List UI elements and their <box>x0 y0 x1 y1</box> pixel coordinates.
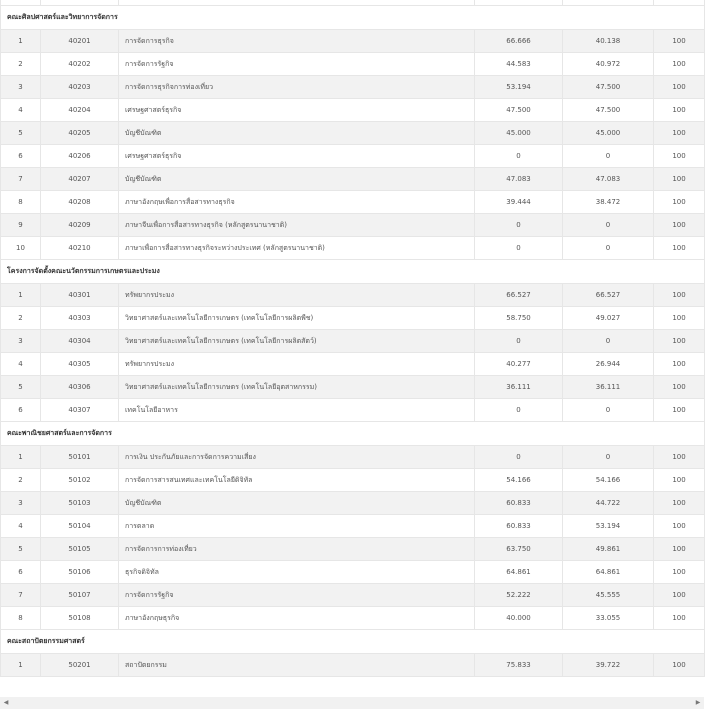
row-number: 8 <box>1 191 41 214</box>
score-b: 0 <box>563 446 654 469</box>
program-name: ภาษาอังกฤษเพื่อการสื่อสารทางธุรกิจ <box>119 191 475 214</box>
score-b: 64.861 <box>563 561 654 584</box>
score-c: 100 <box>654 191 705 214</box>
program-name: ธุรกิจดิจิทัล <box>119 561 475 584</box>
table-row <box>1 168 705 191</box>
score-c: 100 <box>654 145 705 168</box>
table-row <box>1 399 705 422</box>
score-c: 100 <box>654 53 705 76</box>
table-row <box>1 145 705 168</box>
table-row <box>1 307 705 330</box>
program-name: วิทยาศาสตร์และเทคโนโลยีการเกษตร (เทคโนโลยีอุตสาหกรรม) <box>119 376 475 399</box>
score-a: 39.444 <box>475 191 563 214</box>
score-c: 100 <box>654 353 705 376</box>
score-b: 36.111 <box>563 376 654 399</box>
score-c: 100 <box>654 399 705 422</box>
table-row <box>1 122 705 145</box>
row-number: 3 <box>1 492 41 515</box>
row-number: 1 <box>1 654 41 677</box>
score-a: 52.222 <box>475 584 563 607</box>
table-row <box>1 353 705 376</box>
score-b: 26.944 <box>563 353 654 376</box>
row-number: 6 <box>1 561 41 584</box>
score-b: 47.500 <box>563 76 654 99</box>
program-code: 50104 <box>41 515 119 538</box>
score-c: 100 <box>654 584 705 607</box>
table-row <box>1 446 705 469</box>
program-code: 50103 <box>41 492 119 515</box>
score-c: 100 <box>654 30 705 53</box>
faculty-group-row <box>1 260 705 284</box>
score-a: 53.194 <box>475 76 563 99</box>
score-a: 60.833 <box>475 492 563 515</box>
score-b: 66.527 <box>563 284 654 307</box>
score-b: 40.972 <box>563 53 654 76</box>
score-c: 100 <box>654 76 705 99</box>
program-code: 40210 <box>41 237 119 260</box>
score-a: 0 <box>475 446 563 469</box>
score-b: 0 <box>563 145 654 168</box>
row-number: 2 <box>1 307 41 330</box>
table-row <box>1 469 705 492</box>
program-code: 40206 <box>41 145 119 168</box>
row-number: 2 <box>1 469 41 492</box>
score-b: 44.722 <box>563 492 654 515</box>
score-b: 45.000 <box>563 122 654 145</box>
score-a: 44.583 <box>475 53 563 76</box>
program-code: 40304 <box>41 330 119 353</box>
row-number: 3 <box>1 330 41 353</box>
horizontal-scrollbar[interactable] <box>0 697 704 709</box>
score-a: 54.166 <box>475 469 563 492</box>
score-b: 0 <box>563 214 654 237</box>
table-row <box>1 30 705 53</box>
table-row <box>1 76 705 99</box>
program-code: 50106 <box>41 561 119 584</box>
program-name: การจัดการการท่องเที่ยว <box>119 538 475 561</box>
score-c: 100 <box>654 168 705 191</box>
score-c: 100 <box>654 469 705 492</box>
score-a: 64.861 <box>475 561 563 584</box>
score-c: 100 <box>654 284 705 307</box>
score-a: 0 <box>475 330 563 353</box>
program-name: เศรษฐศาสตร์ธุรกิจ <box>119 99 475 122</box>
program-name: บัญชีบัณฑิต <box>119 122 475 145</box>
row-number: 7 <box>1 168 41 191</box>
score-a: 75.833 <box>475 654 563 677</box>
row-number: 4 <box>1 353 41 376</box>
program-name: ทรัพยากรประมง <box>119 284 475 307</box>
table-row <box>1 607 705 630</box>
program-name: การตลาด <box>119 515 475 538</box>
faculty-title: คณะสถาปัตยกรรมศาสตร์ <box>1 630 705 654</box>
program-code: 50107 <box>41 584 119 607</box>
table-row <box>1 584 705 607</box>
program-code: 40202 <box>41 53 119 76</box>
score-b: 49.027 <box>563 307 654 330</box>
program-code: 40201 <box>41 30 119 53</box>
table-row <box>1 214 705 237</box>
faculty-group-row <box>1 422 705 446</box>
table-row <box>1 376 705 399</box>
program-name: การจัดการรัฐกิจ <box>119 53 475 76</box>
program-code: 40204 <box>41 99 119 122</box>
program-code: 50105 <box>41 538 119 561</box>
table-row <box>1 515 705 538</box>
score-a: 0 <box>475 399 563 422</box>
row-number: 4 <box>1 99 41 122</box>
program-code: 50201 <box>41 654 119 677</box>
program-code: 40301 <box>41 284 119 307</box>
row-number: 4 <box>1 515 41 538</box>
program-name: การจัดการธุรกิจ <box>119 30 475 53</box>
score-a: 66.527 <box>475 284 563 307</box>
table-row <box>1 99 705 122</box>
row-number: 5 <box>1 538 41 561</box>
program-code: 40205 <box>41 122 119 145</box>
program-name: วิทยาศาสตร์และเทคโนโลยีการเกษตร (เทคโนโลยีการผลิตสัตว์) <box>119 330 475 353</box>
score-c: 100 <box>654 307 705 330</box>
program-code: 40207 <box>41 168 119 191</box>
table-row <box>1 654 705 677</box>
score-b: 0 <box>563 330 654 353</box>
score-a: 66.666 <box>475 30 563 53</box>
row-number: 5 <box>1 122 41 145</box>
table-row <box>1 538 705 561</box>
score-c: 100 <box>654 561 705 584</box>
table-row <box>1 53 705 76</box>
row-number: 1 <box>1 284 41 307</box>
program-name: ภาษาจีนเพื่อการสื่อสารทางธุรกิจ (หลักสูตรนานาชาติ) <box>119 214 475 237</box>
score-b: 54.166 <box>563 469 654 492</box>
program-code: 40203 <box>41 76 119 99</box>
score-b: 0 <box>563 237 654 260</box>
faculty-title: โครงการจัดตั้งคณะนวัตกรรมการเกษตรและประมง <box>1 260 705 284</box>
score-c: 100 <box>654 214 705 237</box>
program-name: การจัดการรัฐกิจ <box>119 584 475 607</box>
score-a: 58.750 <box>475 307 563 330</box>
score-c: 100 <box>654 492 705 515</box>
row-number: 9 <box>1 214 41 237</box>
score-b: 49.861 <box>563 538 654 561</box>
score-c: 100 <box>654 376 705 399</box>
program-name: การจัดการธุรกิจการท่องเที่ยว <box>119 76 475 99</box>
program-name: บัญชีบัณฑิต <box>119 168 475 191</box>
program-name: ภาษาเพื่อการสื่อสารทางธุรกิจระหว่างประเทศ (หลักสูตรนานาชาติ) <box>119 237 475 260</box>
table-row <box>1 191 705 214</box>
program-code: 40306 <box>41 376 119 399</box>
row-number: 7 <box>1 584 41 607</box>
program-code: 40305 <box>41 353 119 376</box>
score-b: 47.083 <box>563 168 654 191</box>
program-name: การจัดการสารสนเทศและเทคโนโลยีดิจิทัล <box>119 469 475 492</box>
program-code: 40209 <box>41 214 119 237</box>
score-a: 40.277 <box>475 353 563 376</box>
program-name: สถาปัตยกรรม <box>119 654 475 677</box>
program-name: วิทยาศาสตร์และเทคโนโลยีการเกษตร (เทคโนโลยีการผลิตพืช) <box>119 307 475 330</box>
score-b: 47.500 <box>563 99 654 122</box>
score-a: 47.500 <box>475 99 563 122</box>
table-row <box>1 237 705 260</box>
score-b: 38.472 <box>563 191 654 214</box>
program-name: ทรัพยากรประมง <box>119 353 475 376</box>
score-c: 100 <box>654 330 705 353</box>
score-a: 60.833 <box>475 515 563 538</box>
row-number: 2 <box>1 53 41 76</box>
score-c: 100 <box>654 122 705 145</box>
faculty-group-row <box>1 6 705 30</box>
score-a: 47.083 <box>475 168 563 191</box>
table-row <box>1 330 705 353</box>
table-row <box>1 561 705 584</box>
program-code: 40303 <box>41 307 119 330</box>
score-b: 33.055 <box>563 607 654 630</box>
row-number: 6 <box>1 399 41 422</box>
row-number: 1 <box>1 30 41 53</box>
score-a: 0 <box>475 145 563 168</box>
score-c: 100 <box>654 237 705 260</box>
program-code: 40307 <box>41 399 119 422</box>
score-a: 45.000 <box>475 122 563 145</box>
score-a: 63.750 <box>475 538 563 561</box>
scroll-right-icon[interactable]: ▶ <box>695 699 701 706</box>
row-number: 3 <box>1 76 41 99</box>
score-a: 0 <box>475 237 563 260</box>
program-name: การเงิน ประกันภัยและการจัดการความเสี่ยง <box>119 446 475 469</box>
score-a: 0 <box>475 214 563 237</box>
score-c: 100 <box>654 538 705 561</box>
score-b: 39.722 <box>563 654 654 677</box>
score-c: 100 <box>654 515 705 538</box>
program-name: ภาษาอังกฤษธุรกิจ <box>119 607 475 630</box>
scroll-left-icon[interactable]: ◀ <box>3 699 9 706</box>
score-b: 53.194 <box>563 515 654 538</box>
program-code: 50108 <box>41 607 119 630</box>
score-b: 0 <box>563 399 654 422</box>
score-c: 100 <box>654 446 705 469</box>
program-code: 50101 <box>41 446 119 469</box>
program-name: เทคโนโลยีอาหาร <box>119 399 475 422</box>
score-a: 36.111 <box>475 376 563 399</box>
score-c: 100 <box>654 654 705 677</box>
row-number: 8 <box>1 607 41 630</box>
score-b: 45.555 <box>563 584 654 607</box>
table-row <box>1 492 705 515</box>
faculty-title: คณะศิลปศาสตร์และวิทยาการจัดการ <box>1 6 705 30</box>
score-a: 40.000 <box>475 607 563 630</box>
row-number: 10 <box>1 237 41 260</box>
program-code: 40208 <box>41 191 119 214</box>
table-row <box>1 284 705 307</box>
row-number: 6 <box>1 145 41 168</box>
score-c: 100 <box>654 99 705 122</box>
faculty-title: คณะพาณิชยศาสตร์และการจัดการ <box>1 422 705 446</box>
program-name: เศรษฐศาสตร์ธุรกิจ <box>119 145 475 168</box>
program-code: 50102 <box>41 469 119 492</box>
score-c: 100 <box>654 607 705 630</box>
faculty-group-row <box>1 630 705 654</box>
program-name: บัญชีบัณฑิต <box>119 492 475 515</box>
row-number: 5 <box>1 376 41 399</box>
score-b: 40.138 <box>563 30 654 53</box>
row-number: 1 <box>1 446 41 469</box>
